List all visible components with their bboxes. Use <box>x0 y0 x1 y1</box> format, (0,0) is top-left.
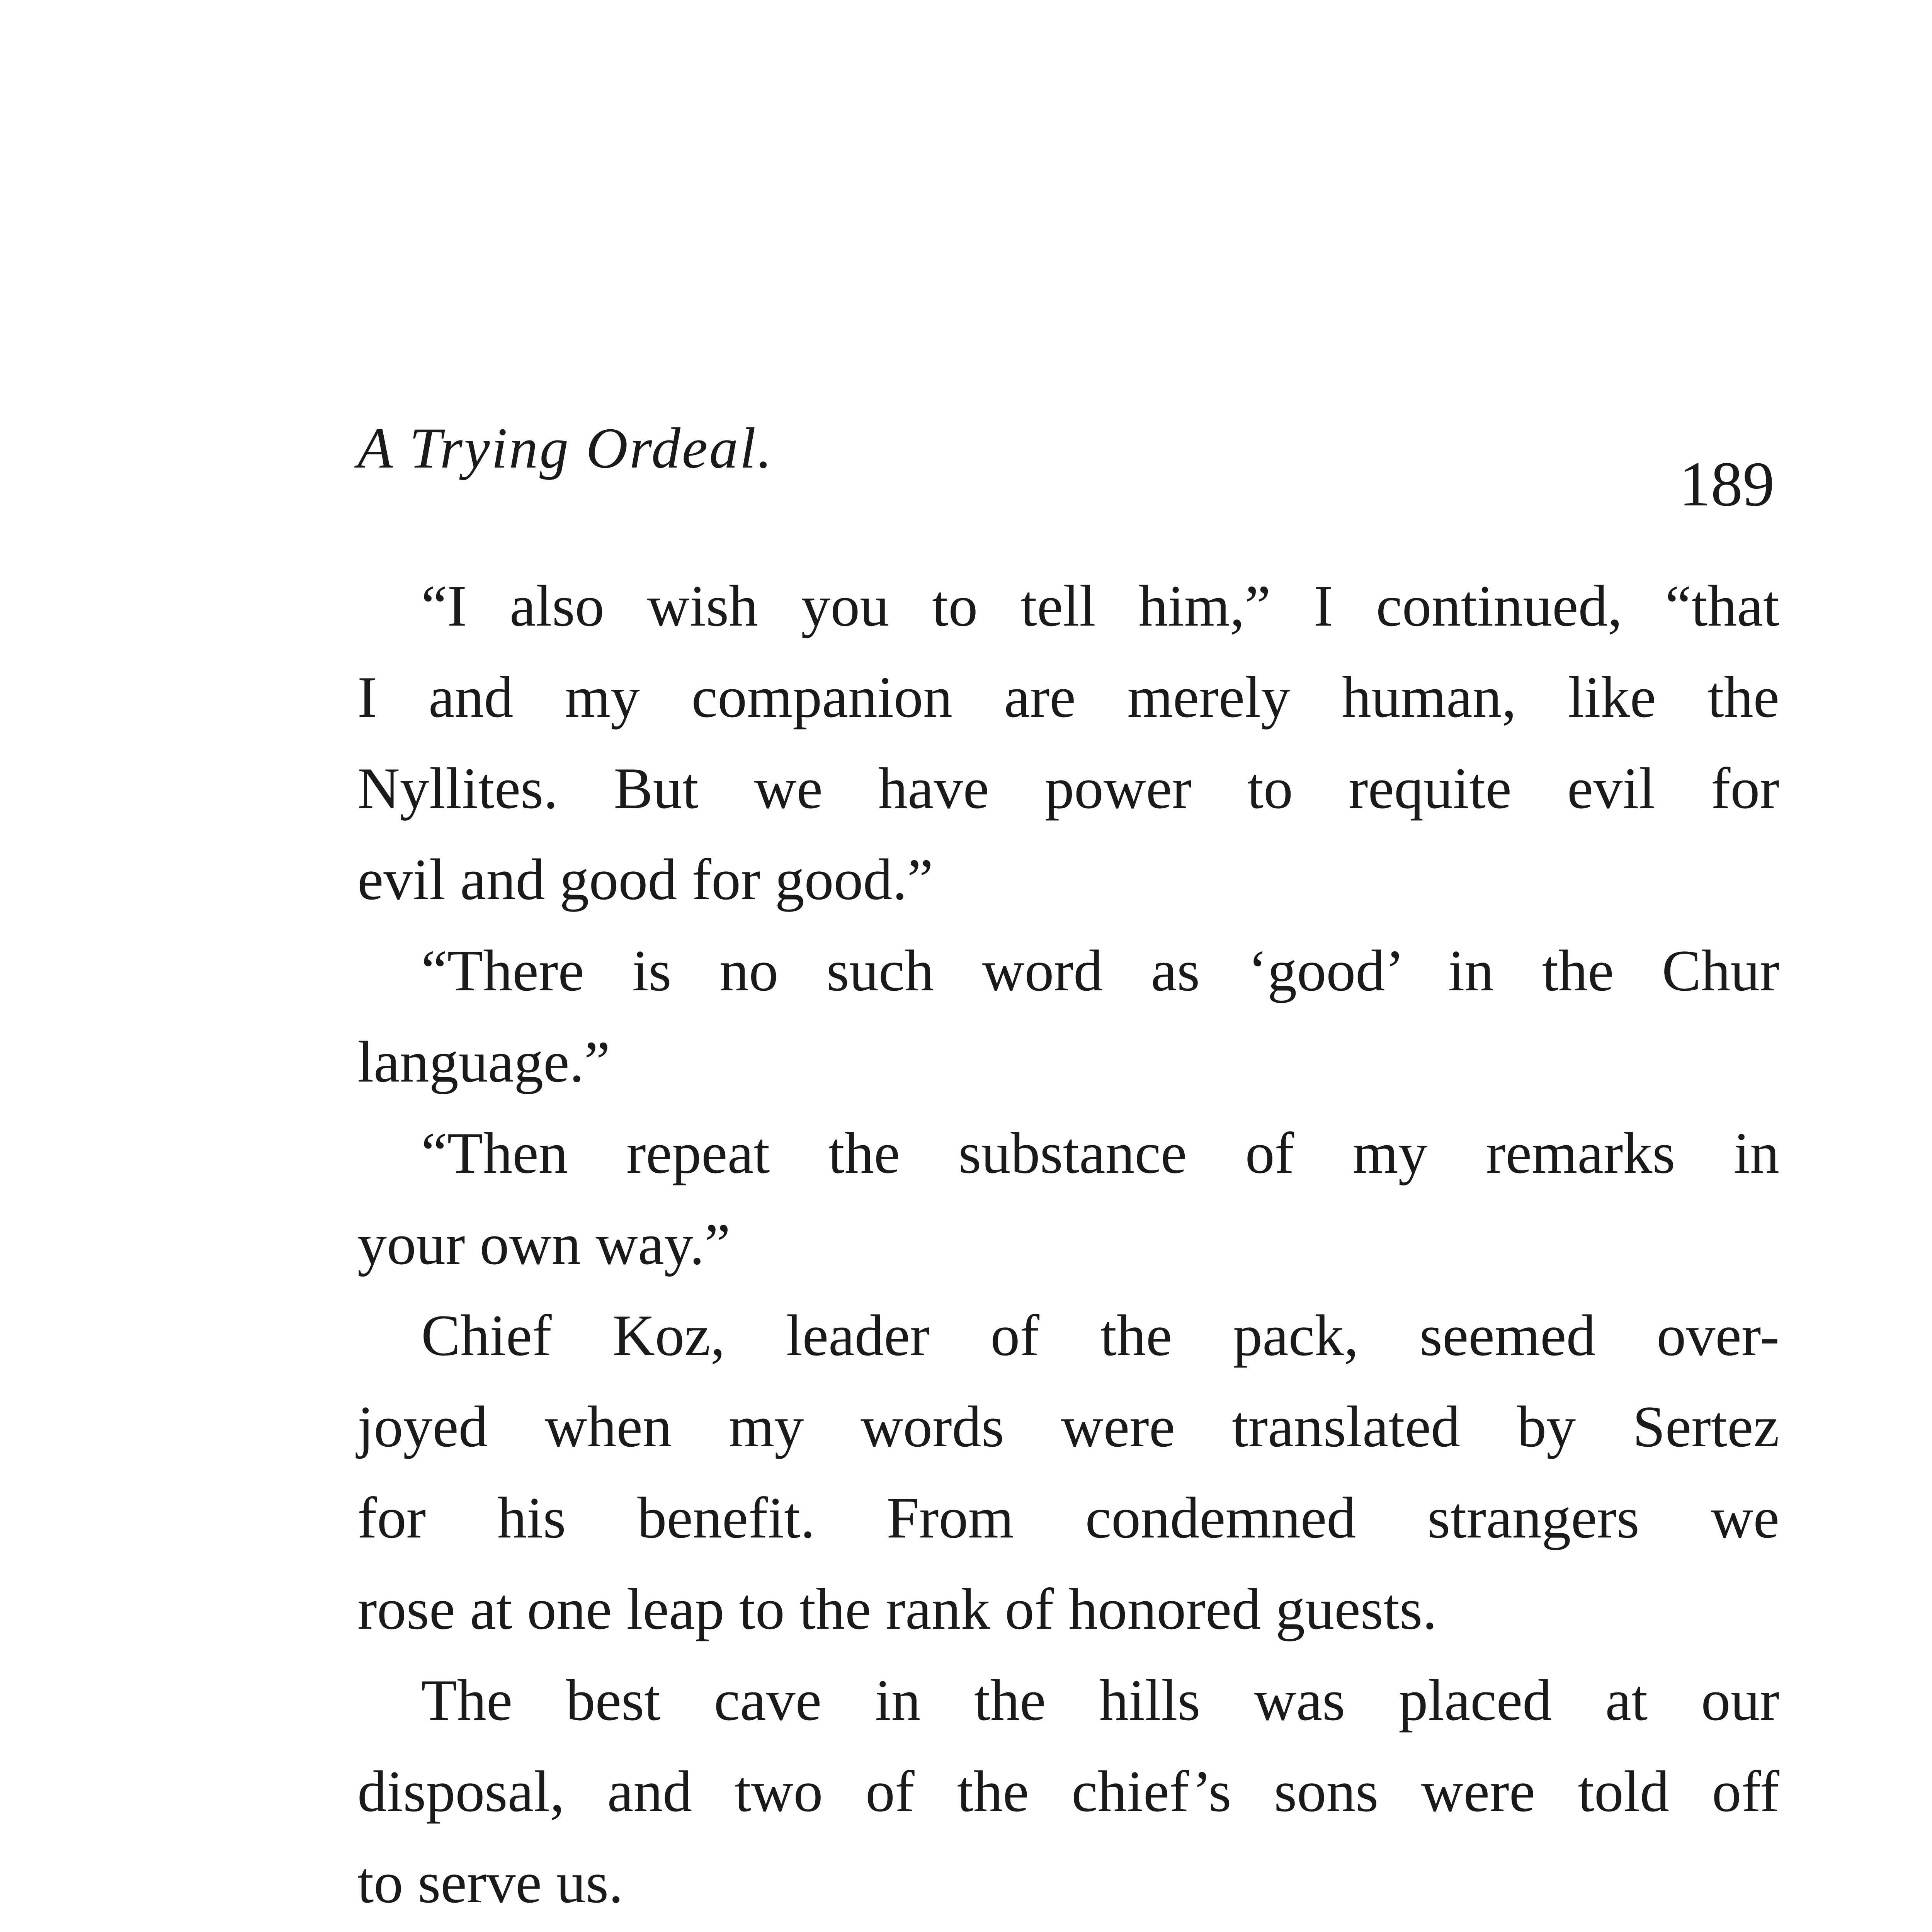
running-head: A Trying Ordeal. <box>357 416 774 480</box>
text-line: joyed when my words were translated by Sertez <box>357 1394 1779 1459</box>
text-line: I and my companion are merely human, like the <box>357 665 1779 730</box>
text-line: for his benefit. From condemned strangers we <box>357 1485 1779 1550</box>
text-line: rose at one leap to the rank of honored guests. <box>357 1577 1437 1641</box>
text-line: Chief Koz, leader of the pack, seemed over- <box>421 1303 1779 1368</box>
text-line: The best cave in the hills was placed at our <box>421 1668 1779 1733</box>
text-line: to serve us. <box>357 1850 624 1915</box>
text-line: Nyllites. But we have power to requite evil for <box>357 756 1779 821</box>
text-line: evil and good for good.” <box>357 847 934 912</box>
text-line: “There is no such word as ‘good’ in the Chur <box>421 938 1779 1003</box>
text-line: “Then repeat the substance of my remarks in <box>421 1121 1779 1185</box>
text-line: your own way.” <box>357 1212 731 1277</box>
body-text <box>357 560 1779 1932</box>
page-number: 189 <box>1679 449 1775 519</box>
text-line: language.” <box>357 1029 611 1094</box>
text-line <box>357 1928 1779 1932</box>
text-line: “I also wish you to tell him,” I continued, “that <box>421 573 1779 638</box>
text-line: disposal, and two of the chief’s sons were told off <box>357 1759 1779 1824</box>
